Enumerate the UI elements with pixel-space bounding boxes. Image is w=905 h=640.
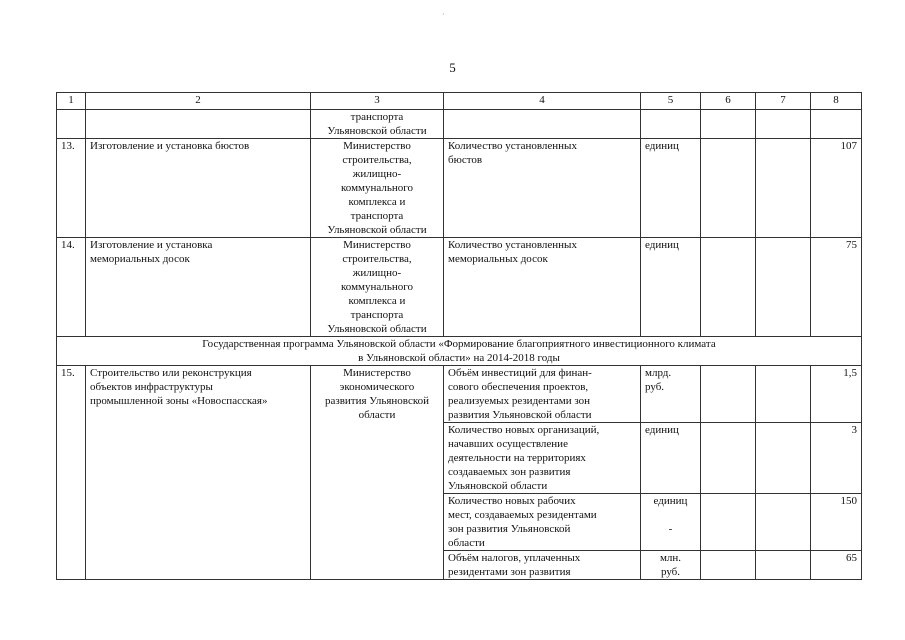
speck-mark: · xyxy=(442,10,445,19)
target-value: 107 xyxy=(811,139,862,238)
target-value: 150 xyxy=(811,494,862,551)
responsible-ministry: Министерство строительства, жилищно- коммунального комплекса и транспорта Ульяновской области xyxy=(311,238,444,337)
event-name: Изготовление и установка бюстов xyxy=(86,139,311,238)
cell-col6 xyxy=(701,551,756,580)
cell-col6 xyxy=(701,366,756,423)
column-number: 3 xyxy=(311,93,444,110)
column-number: 7 xyxy=(756,93,811,110)
column-number: 8 xyxy=(811,93,862,110)
unit: млн. руб. xyxy=(641,551,701,580)
event-name: Изготовление и установка мемориальных досок xyxy=(86,238,311,337)
indicator-name: Количество новых организаций, начавших осуществление деятельности на территориях создаваемых зон развития Ульяновской области xyxy=(444,423,641,494)
cell-value xyxy=(811,110,862,139)
indicator-name: Количество новых рабочих мест, создаваемых резидентами зон развития Ульяновской области xyxy=(444,494,641,551)
column-number: 5 xyxy=(641,93,701,110)
cell-col6 xyxy=(701,139,756,238)
target-value: 3 xyxy=(811,423,862,494)
cell-col7 xyxy=(756,551,811,580)
page-number: 5 xyxy=(449,60,456,75)
cell-col7 xyxy=(756,139,811,238)
section-row xyxy=(57,337,862,366)
column-number-row xyxy=(57,93,862,110)
cell-col7 xyxy=(756,423,811,494)
cell-col6 xyxy=(701,494,756,551)
cell-col6 xyxy=(701,423,756,494)
column-number: 1 xyxy=(57,93,86,110)
unit: единиц xyxy=(641,139,701,238)
indicators-table xyxy=(56,92,862,580)
unit: млрд. руб. xyxy=(641,366,701,423)
table-row xyxy=(57,366,862,423)
cell-unit xyxy=(641,110,701,139)
indicator-name: Количество установленных бюстов xyxy=(444,139,641,238)
responsible-ministry: Министерство экономического развития Ульяновской области xyxy=(311,366,444,580)
table-row xyxy=(57,238,862,337)
unit: единиц - xyxy=(641,494,701,551)
program-title: Государственная программа Ульяновской области «Формирование благоприятного инвестиционного климата в Ульяновской области» на 2014-2018 годы xyxy=(57,337,862,366)
cell-num xyxy=(57,110,86,139)
target-value: 65 xyxy=(811,551,862,580)
target-value: 1,5 xyxy=(811,366,862,423)
indicator-name: Объём инвестиций для финан- сового обеспечения проектов, реализуемых резидентами зон развития Ульяновской области xyxy=(444,366,641,423)
cell-event xyxy=(86,110,311,139)
target-value: 75 xyxy=(811,238,862,337)
row-number: 13. xyxy=(57,139,86,238)
unit: единиц xyxy=(641,423,701,494)
cell-col6 xyxy=(701,110,756,139)
cell-col7 xyxy=(756,110,811,139)
row-number: 14. xyxy=(57,238,86,337)
cell-ministry: транспорта Ульяновской области xyxy=(311,110,444,139)
indicator-name: Количество установленных мемориальных досок xyxy=(444,238,641,337)
unit: единиц xyxy=(641,238,701,337)
responsible-ministry: Министерство строительства, жилищно- коммунального комплекса и транспорта Ульяновской области xyxy=(311,139,444,238)
cell-col7 xyxy=(756,238,811,337)
continuation-row xyxy=(57,110,862,139)
column-number: 2 xyxy=(86,93,311,110)
cell-col7 xyxy=(756,366,811,423)
cell-col6 xyxy=(701,238,756,337)
column-number: 4 xyxy=(444,93,641,110)
column-number: 6 xyxy=(701,93,756,110)
event-name: Строительство или реконструкция объектов инфраструктуры промышленной зоны «Новоспасская» xyxy=(86,366,311,580)
cell-indicator xyxy=(444,110,641,139)
row-number: 15. xyxy=(57,366,86,580)
cell-col7 xyxy=(756,494,811,551)
table-row xyxy=(57,139,862,238)
indicator-name: Объём налогов, уплаченных резидентами зон развития xyxy=(444,551,641,580)
